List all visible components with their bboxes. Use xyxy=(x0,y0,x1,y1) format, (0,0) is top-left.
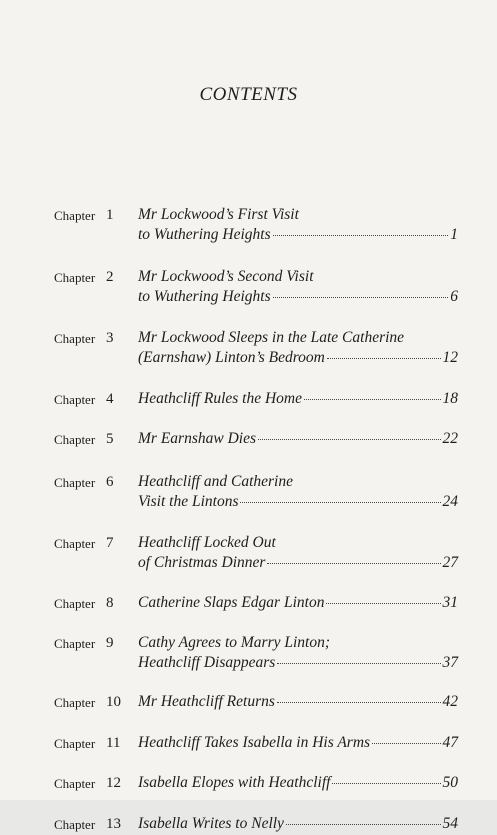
chapter-number: 12 xyxy=(106,775,121,791)
dot-leader xyxy=(304,399,441,400)
toc-entry[interactable] xyxy=(54,814,458,835)
page-number: 42 xyxy=(442,693,458,710)
page-number: 18 xyxy=(442,390,458,407)
chapter-title xyxy=(138,328,458,368)
chapter-title-line: Mr Lockwood Sleeps in the Late Catherine xyxy=(138,329,405,346)
chapter-label: Chapter xyxy=(54,392,96,407)
chapter-title-last-line xyxy=(138,287,458,307)
dot-leader xyxy=(286,824,441,825)
chapter-title-last-line xyxy=(138,773,458,793)
page-number: 50 xyxy=(442,774,458,791)
chapter-number: 10 xyxy=(106,694,121,710)
chapter-title-last-line xyxy=(138,389,458,409)
dot-leader xyxy=(326,603,440,604)
toc-entry[interactable] xyxy=(54,773,458,794)
chapter-title xyxy=(138,533,458,573)
chapter-title xyxy=(138,267,458,307)
chapter-title xyxy=(138,429,458,449)
chapter-title-line: Mr Lockwood’s First Visit xyxy=(138,206,299,223)
chapter-title-last-line xyxy=(138,814,458,834)
toc-entry[interactable] xyxy=(54,733,458,754)
chapter-title-line: Cathy Agrees to Marry Linton; xyxy=(138,634,331,651)
chapter-title-line: Mr Lockwood’s Second Visit xyxy=(138,268,314,285)
dot-leader xyxy=(277,663,440,664)
chapter-number: 2 xyxy=(106,269,114,285)
chapter-number: 5 xyxy=(106,431,114,447)
chapter-title xyxy=(138,773,458,793)
chapter-title xyxy=(138,593,458,613)
table-of-contents xyxy=(54,205,458,835)
chapter-title-line: to Wuthering Heights xyxy=(138,226,271,243)
page-number: 54 xyxy=(442,815,458,832)
contents-heading: CONTENTS xyxy=(199,84,298,105)
chapter-label: Chapter xyxy=(54,270,96,285)
page-number: 1 xyxy=(450,226,458,243)
dot-leader xyxy=(258,439,441,440)
page-number: 22 xyxy=(442,430,458,447)
chapter-label: Chapter xyxy=(54,331,96,346)
chapter-title-line: Isabella Elopes with Heathcliff xyxy=(138,774,331,791)
page-number: 31 xyxy=(442,594,458,611)
chapter-number: 4 xyxy=(106,391,114,407)
chapter-title-last-line xyxy=(138,348,458,368)
page-number: 37 xyxy=(442,654,458,671)
chapter-title xyxy=(138,205,458,245)
chapter-title-last-line xyxy=(138,429,458,449)
page-number: 47 xyxy=(442,734,458,751)
chapter-title xyxy=(138,472,458,512)
chapter-title-line: Heathcliff and Catherine xyxy=(138,473,293,490)
chapter-title xyxy=(138,633,458,673)
chapter-title-last-line xyxy=(138,692,458,712)
chapter-title-line: Catherine Slaps Edgar Linton xyxy=(138,594,325,611)
chapter-number: 6 xyxy=(106,474,114,490)
chapter-title-last-line xyxy=(138,225,458,245)
chapter-number: 9 xyxy=(106,635,114,651)
toc-entry[interactable] xyxy=(54,692,458,713)
chapter-title xyxy=(138,692,458,712)
chapter-title-line: to Wuthering Heights xyxy=(138,288,271,305)
chapter-title-line: Heathcliff Takes Isabella in His Arms xyxy=(138,734,371,751)
chapter-title xyxy=(138,389,458,409)
page-number: 12 xyxy=(442,349,458,366)
chapter-number: 7 xyxy=(106,535,114,551)
chapter-label: Chapter xyxy=(54,432,96,447)
dot-leader xyxy=(332,783,440,784)
toc-entry[interactable] xyxy=(54,533,458,573)
chapter-title-line: of Christmas Dinner xyxy=(138,554,266,571)
chapter-label: Chapter xyxy=(54,776,96,791)
page-number: 27 xyxy=(442,554,458,571)
chapter-title-line: Mr Heathcliff Returns xyxy=(138,693,275,710)
chapter-number: 8 xyxy=(106,595,114,611)
chapter-label: Chapter xyxy=(54,475,96,490)
chapter-number: 13 xyxy=(106,816,121,832)
chapter-number: 11 xyxy=(106,735,121,751)
dot-leader xyxy=(372,743,440,744)
chapter-title-last-line xyxy=(138,553,458,573)
toc-entry[interactable] xyxy=(54,429,458,450)
toc-entry[interactable] xyxy=(54,593,458,614)
chapter-label: Chapter xyxy=(54,208,96,223)
chapter-number: 3 xyxy=(106,330,114,346)
toc-entry[interactable] xyxy=(54,633,458,673)
page-number: 6 xyxy=(450,288,458,305)
dot-leader xyxy=(267,563,440,564)
chapter-title-line: Heathcliff Locked Out xyxy=(138,534,276,551)
chapter-label: Chapter xyxy=(54,636,96,651)
toc-entry[interactable] xyxy=(54,205,458,245)
chapter-title-line: Mr Earnshaw Dies xyxy=(138,430,256,447)
toc-entry[interactable] xyxy=(54,267,458,307)
chapter-title-last-line xyxy=(138,492,458,512)
chapter-number: 1 xyxy=(106,207,114,223)
toc-entry[interactable] xyxy=(54,328,458,368)
dot-leader xyxy=(273,297,449,298)
chapter-label: Chapter xyxy=(54,695,96,710)
dot-leader xyxy=(277,702,441,703)
chapter-title-line: Visit the Lintons xyxy=(138,493,239,510)
chapter-title-line: Heathcliff Disappears xyxy=(138,654,276,671)
toc-entry[interactable] xyxy=(54,389,458,410)
dot-leader xyxy=(240,502,440,503)
chapter-title-line: Isabella Writes to Nelly xyxy=(138,815,284,832)
chapter-title-last-line xyxy=(138,733,458,753)
chapter-title xyxy=(138,814,458,834)
dot-leader xyxy=(273,235,449,236)
dot-leader xyxy=(327,358,441,359)
chapter-label: Chapter xyxy=(54,817,96,832)
chapter-label: Chapter xyxy=(54,736,96,751)
chapter-label: Chapter xyxy=(54,536,96,551)
page-number: 24 xyxy=(442,493,458,510)
chapter-title-line: (Earnshaw) Linton’s Bedroom xyxy=(138,349,325,366)
chapter-title xyxy=(138,733,458,753)
chapter-title-last-line xyxy=(138,653,458,673)
toc-entry[interactable] xyxy=(54,472,458,512)
chapter-label: Chapter xyxy=(54,596,96,611)
chapter-title-last-line xyxy=(138,593,458,613)
chapter-title-line: Heathcliff Rules the Home xyxy=(138,390,302,407)
